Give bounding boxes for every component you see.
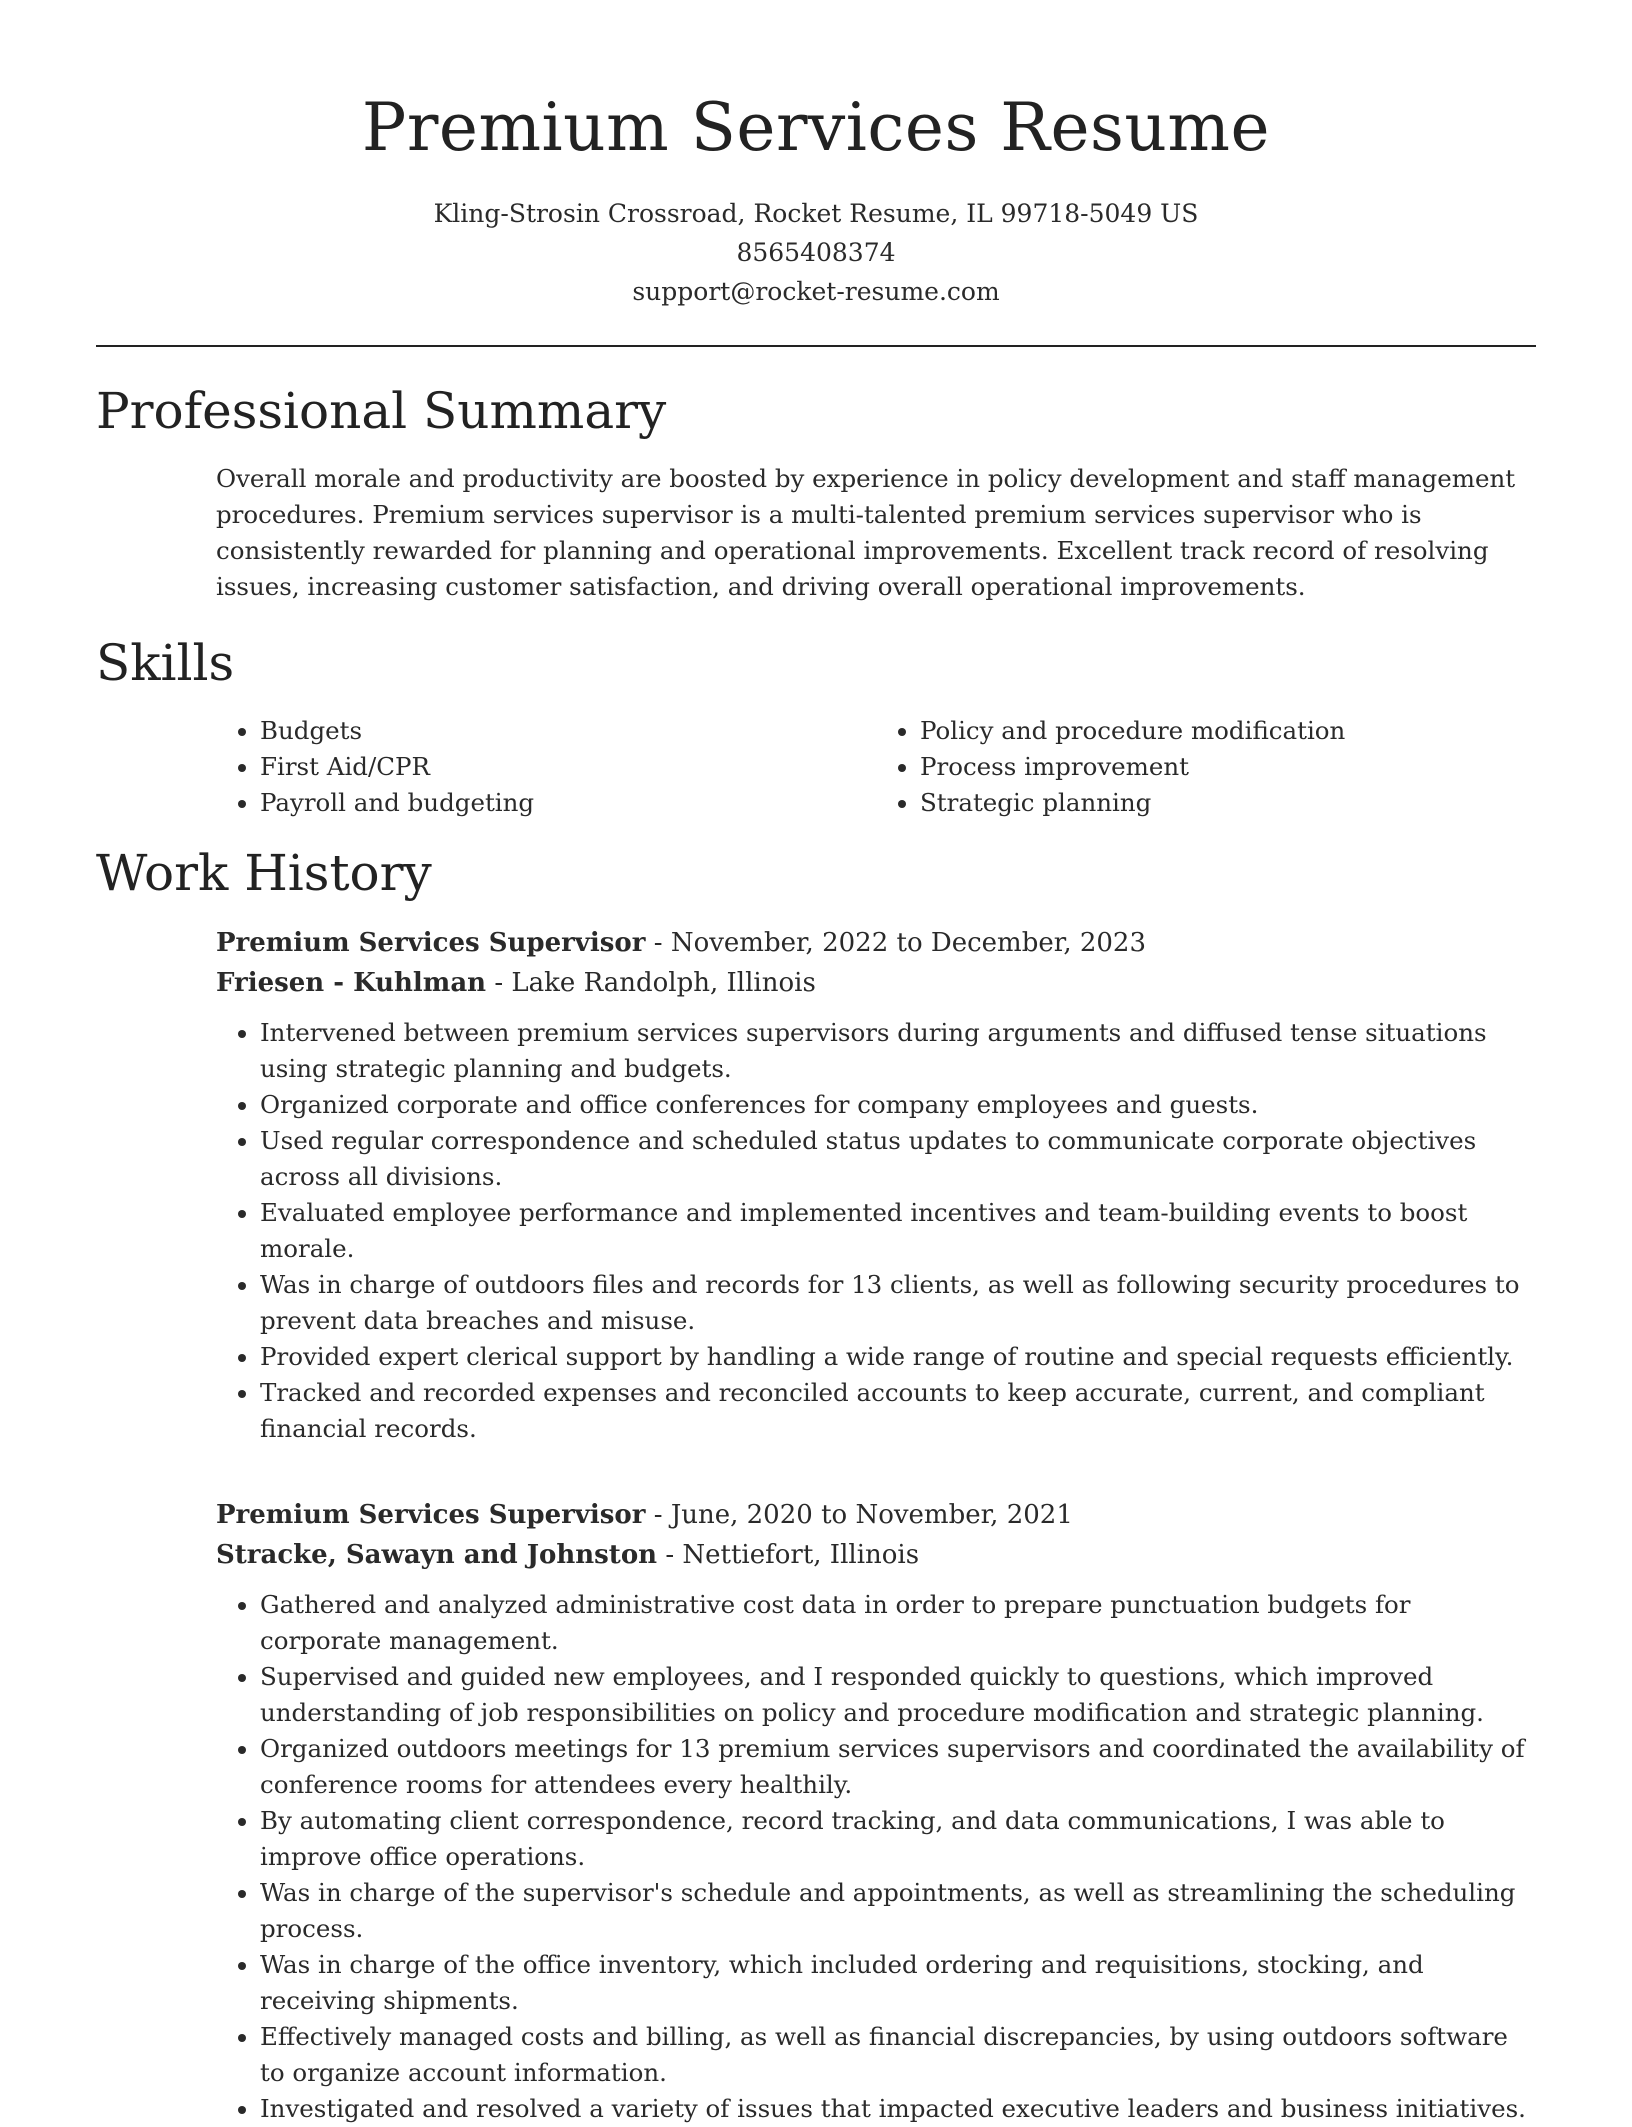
job-bullet: • Gathered and analyzed administrative cost data in order to prepare punctuation budgets for corporate management.	[260, 1587, 1536, 1659]
job-location: Nettiefort, Illinois	[682, 1540, 920, 1570]
job-bullet: • Intervened between premium services supervisors during arguments and diffused tense situations using strategic planning and budgets.	[260, 1015, 1536, 1087]
job-company-line: Friesen - Kuhlman - Lake Randolph, Illinois	[216, 968, 816, 998]
contact-email: support@rocket-resume.com	[632, 277, 1000, 306]
job-company: Friesen - Kuhlman	[216, 968, 487, 998]
job-bullets	[216, 1587, 1536, 2127]
resume-title: Premium Services Resume	[361, 89, 1271, 166]
resume-header	[96, 0, 1536, 311]
job-role: Premium Services Supervisor	[216, 1500, 646, 1530]
job-bullet: • Organized outdoors meetings for 13 premium services supervisors and coordinated the availability of conference rooms for attendees every healthily.	[260, 1731, 1536, 1803]
summary-section	[96, 461, 1536, 605]
skills-column-right	[876, 713, 1536, 821]
skills-column-left	[216, 713, 876, 821]
skill-item: • Payroll and budgeting	[260, 785, 876, 821]
job-location: Lake Randolph, Illinois	[511, 968, 816, 998]
job-bullet: • Provided expert clerical support by handling a wide range of routine and special requests efficiently.	[260, 1339, 1536, 1375]
job-company: Stracke, Sawayn and Johnston	[216, 1540, 658, 1570]
work-history-section	[96, 923, 1536, 2127]
job-title-line: Premium Services Supervisor - November, 2022 to December, 2023	[216, 928, 1147, 958]
job-bullet: • Used regular correspondence and scheduled status updates to communicate corporate objectives across all divisions.	[260, 1123, 1536, 1195]
job-bullet: • Tracked and recorded expenses and reconciled accounts to keep accurate, current, and compliant financial records.	[260, 1375, 1536, 1447]
job-entry	[216, 1495, 1536, 2127]
job-bullet: • By automating client correspondence, record tracking, and data communications, I was able to improve office operations.	[260, 1803, 1536, 1875]
skill-item: • Strategic planning	[920, 785, 1536, 821]
skill-item: • Budgets	[260, 713, 876, 749]
job-company-line: Stracke, Sawayn and Johnston - Nettiefort, Illinois	[216, 1540, 920, 1570]
contact-info	[96, 194, 1536, 311]
header-divider	[96, 345, 1536, 347]
job-bullet: • Was in charge of the office inventory, which included ordering and requisitions, stocking, and receiving shipments.	[260, 1947, 1536, 2019]
job-entry	[216, 923, 1536, 1447]
contact-phone: 8565408374	[736, 238, 896, 267]
section-title-summary: Professional Summary	[96, 382, 667, 440]
job-bullet: • Evaluated employee performance and implemented incentives and team-building events to boost morale.	[260, 1195, 1536, 1267]
skills-list	[96, 713, 1536, 821]
contact-address: Kling-Strosin Crossroad, Rocket Resume, IL 99718-5049 US	[433, 199, 1199, 228]
skill-item: • First Aid/CPR	[260, 749, 876, 785]
job-bullets	[216, 1015, 1536, 1447]
job-bullet: • Organized corporate and office conferences for company employees and guests.	[260, 1087, 1536, 1123]
job-bullet: • Supervised and guided new employees, and I responded quickly to questions, which improved understanding of job responsibilities on policy and procedure modification and strategic planning.	[260, 1659, 1536, 1731]
skill-item: • Policy and procedure modification	[920, 713, 1536, 749]
job-role: Premium Services Supervisor	[216, 928, 646, 958]
job-bullet: • Effectively managed costs and billing, as well as financial discrepancies, by using outdoors software to organize account information.	[260, 2019, 1536, 2091]
job-bullet: • Was in charge of outdoors files and records for 13 clients, as well as following security procedures to prevent data breaches and misuse.	[260, 1267, 1536, 1339]
section-title-skills: Skills	[96, 634, 235, 692]
job-dates: June, 2020 to November, 2021	[670, 1500, 1073, 1530]
job-bullet: • Was in charge of the supervisor's schedule and appointments, as well as streamlining the scheduling process.	[260, 1875, 1536, 1947]
job-title-line: Premium Services Supervisor - June, 2020 to November, 2021	[216, 1500, 1073, 1530]
section-title-work-history: Work History	[96, 844, 432, 902]
job-dates: November, 2022 to December, 2023	[670, 928, 1147, 958]
summary-text: Overall morale and productivity are boosted by experience in policy development and staff management procedures. Premium services supervisor is a multi-talented premium services supervisor who is consistently rewarded for planning and operational improvements. Excellent track record of resolving issues, increasing customer satisfaction, and driving overall operational improvements.	[216, 464, 1516, 601]
skill-item: • Process improvement	[920, 749, 1536, 785]
job-bullet: • Investigated and resolved a variety of issues that impacted executive leaders and business initiatives.	[260, 2091, 1536, 2127]
